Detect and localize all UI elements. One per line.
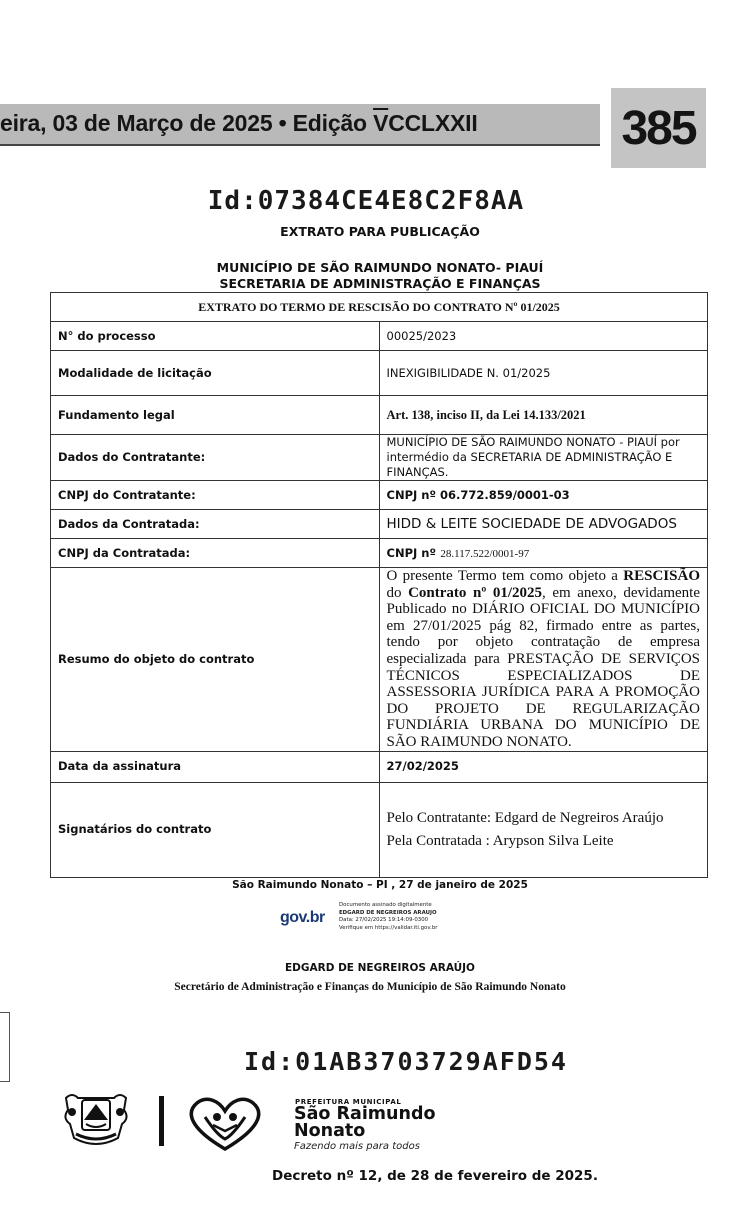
extract-table bbox=[50, 292, 708, 878]
decree-line: Decreto nº 12, de 28 de fevereiro de 2025. bbox=[272, 1168, 598, 1184]
legal-basis-value: Art. 138, inciso II, da Lei 14.133/2021 bbox=[379, 396, 708, 435]
contracted-data-value: HIDD & LEITE SOCIEDADE DE ADVOGADOS bbox=[379, 510, 708, 539]
brand-prefeitura: PREFEITURA MUNICIPAL bbox=[295, 1098, 402, 1106]
edition-rest: CCLXXII bbox=[388, 110, 478, 136]
stamp-line: EDGARD DE NEGREIROS ARAUJO bbox=[339, 909, 437, 916]
brand-name bbox=[294, 1106, 436, 1140]
stamp-line: Data: 27/02/2025 19:14:09-0300 bbox=[339, 917, 429, 923]
brand-tagline: Fazendo mais para todos bbox=[294, 1141, 420, 1152]
signatory-contracted: Pela Contratada : Arypson Silva Leite bbox=[386, 832, 614, 849]
signature-date-value: 27/02/2025 bbox=[379, 751, 708, 782]
summary-bold: Contrato nº 01/2025 bbox=[408, 584, 543, 601]
document-id-bottom: Id:01AB3703729AFD54 bbox=[244, 1047, 568, 1076]
table-row bbox=[51, 782, 708, 877]
summary-part: do bbox=[386, 584, 409, 601]
heart-logo-icon bbox=[183, 1095, 267, 1153]
row-label: Data da assinatura bbox=[51, 751, 380, 782]
row-label: Fundamento legal bbox=[51, 396, 380, 435]
logo-divider bbox=[159, 1096, 164, 1146]
summary-part: , em anexo, devidamente Publicado no DIÁRIO OFICIAL DO MUNICÍPIO em 27/01/2025 pág 82, firmado entre as partes, tendo por objeto contratação de empresa especializada para PRESTAÇÃO DE SERVIÇOS TÉCNICOS ESPECIALIZADOS DE ASSESSORIA JURÍDICA PARA A PROMOÇÃO DO PROJETO DE REGULARIZAÇÃO FUNDIÁRIA URBANA DO MUNICÍPIO DE SÃO RAIMUNDO NONATO. bbox=[386, 584, 701, 750]
table-row bbox=[51, 481, 708, 510]
signatories-value bbox=[379, 782, 708, 877]
digital-signature-stamp bbox=[339, 902, 437, 932]
table-row bbox=[51, 322, 708, 351]
summary-text bbox=[387, 568, 701, 751]
municipality: MUNICÍPIO DE SÃO RAIMUNDO NONATO- PIAUÍ bbox=[216, 260, 544, 275]
govbr-logo: gov.br bbox=[280, 909, 325, 926]
brand-line: Nonato bbox=[294, 1121, 366, 1141]
summary-bold: RESCISÃO bbox=[623, 568, 700, 584]
modality-value: INEXIGIBILIDADE N. 01/2025 bbox=[379, 351, 708, 396]
municipal-coat-of-arms-icon bbox=[60, 1090, 132, 1150]
table-row bbox=[51, 396, 708, 435]
table-row bbox=[51, 510, 708, 539]
table-row bbox=[51, 435, 708, 481]
table-title: EXTRATO DO TERMO DE RESCISÃO DO CONTRATO Nº 01/2025 bbox=[51, 293, 708, 322]
row-label: Dados da Contratada: bbox=[51, 510, 380, 539]
process-number: 00025/2023 bbox=[379, 322, 708, 351]
document-id-top: Id:07384CE4E8C2F8AA bbox=[207, 186, 525, 216]
signer-role: Secretário de Administração e Finanças do Município de São Raimundo Nonato bbox=[174, 981, 566, 993]
row-label: Dados do Contratante: bbox=[51, 435, 380, 481]
row-label: Modalidade de licitação bbox=[51, 351, 380, 396]
secretariat: SECRETARIA DE ADMINISTRAÇÃO E FINANÇAS bbox=[219, 276, 541, 291]
table-row bbox=[51, 751, 708, 782]
left-edge-frame bbox=[0, 1012, 10, 1082]
table-row bbox=[51, 351, 708, 396]
stamp-line: Documento assinado digitalmente bbox=[339, 902, 432, 908]
contracted-cnpj-value bbox=[379, 539, 708, 568]
header-date: eira, 03 de Março de 2025 • Edição bbox=[0, 110, 374, 136]
page-number: 385 bbox=[621, 101, 696, 155]
brand-line: São Raimundo bbox=[294, 1104, 436, 1124]
place-date: São Raimundo Nonato – PI , 27 de janeiro de 2025 bbox=[232, 879, 528, 891]
cnpj-number: 28.117.522/0001-97 bbox=[440, 548, 530, 560]
row-label: N° do processo bbox=[51, 322, 380, 351]
page-number-box bbox=[611, 88, 706, 168]
table-row bbox=[51, 568, 708, 752]
row-label: Resumo do objeto do contrato bbox=[51, 568, 380, 752]
stamp-line: Verifique em https://validar.iti.gov.br bbox=[339, 924, 438, 931]
row-label: CNPJ da Contratada: bbox=[51, 539, 380, 568]
summary-part: O presente Termo tem como objeto a bbox=[386, 568, 624, 584]
summary-value bbox=[379, 568, 708, 752]
contractor-cnpj-value: CNPJ nº 06.772.859/0001-03 bbox=[379, 481, 708, 510]
signatory-contractor: Pelo Contratante: Edgard de Negreiros Araújo bbox=[386, 809, 664, 826]
table-row bbox=[51, 539, 708, 568]
row-label: Signatários do contrato bbox=[51, 782, 380, 877]
row-label: CNPJ do Contratante: bbox=[51, 481, 380, 510]
signer-name: EDGARD DE NEGREIROS ARAÚJO bbox=[285, 962, 475, 974]
header-date-edition bbox=[0, 110, 478, 137]
contractor-data-value: MUNICÍPIO DE SÃO RAIMUNDO NONATO - PIAUÍ por intermédio da SECRETARIA DE ADMINISTRAÇÃO E FINANÇAS. bbox=[379, 435, 708, 481]
cnpj-prefix: CNPJ nº bbox=[386, 546, 436, 560]
edition-overline: $\overline{V}$ bbox=[373, 110, 389, 136]
subtitle: EXTRATO PARA PUBLICAÇÃO bbox=[280, 224, 480, 239]
